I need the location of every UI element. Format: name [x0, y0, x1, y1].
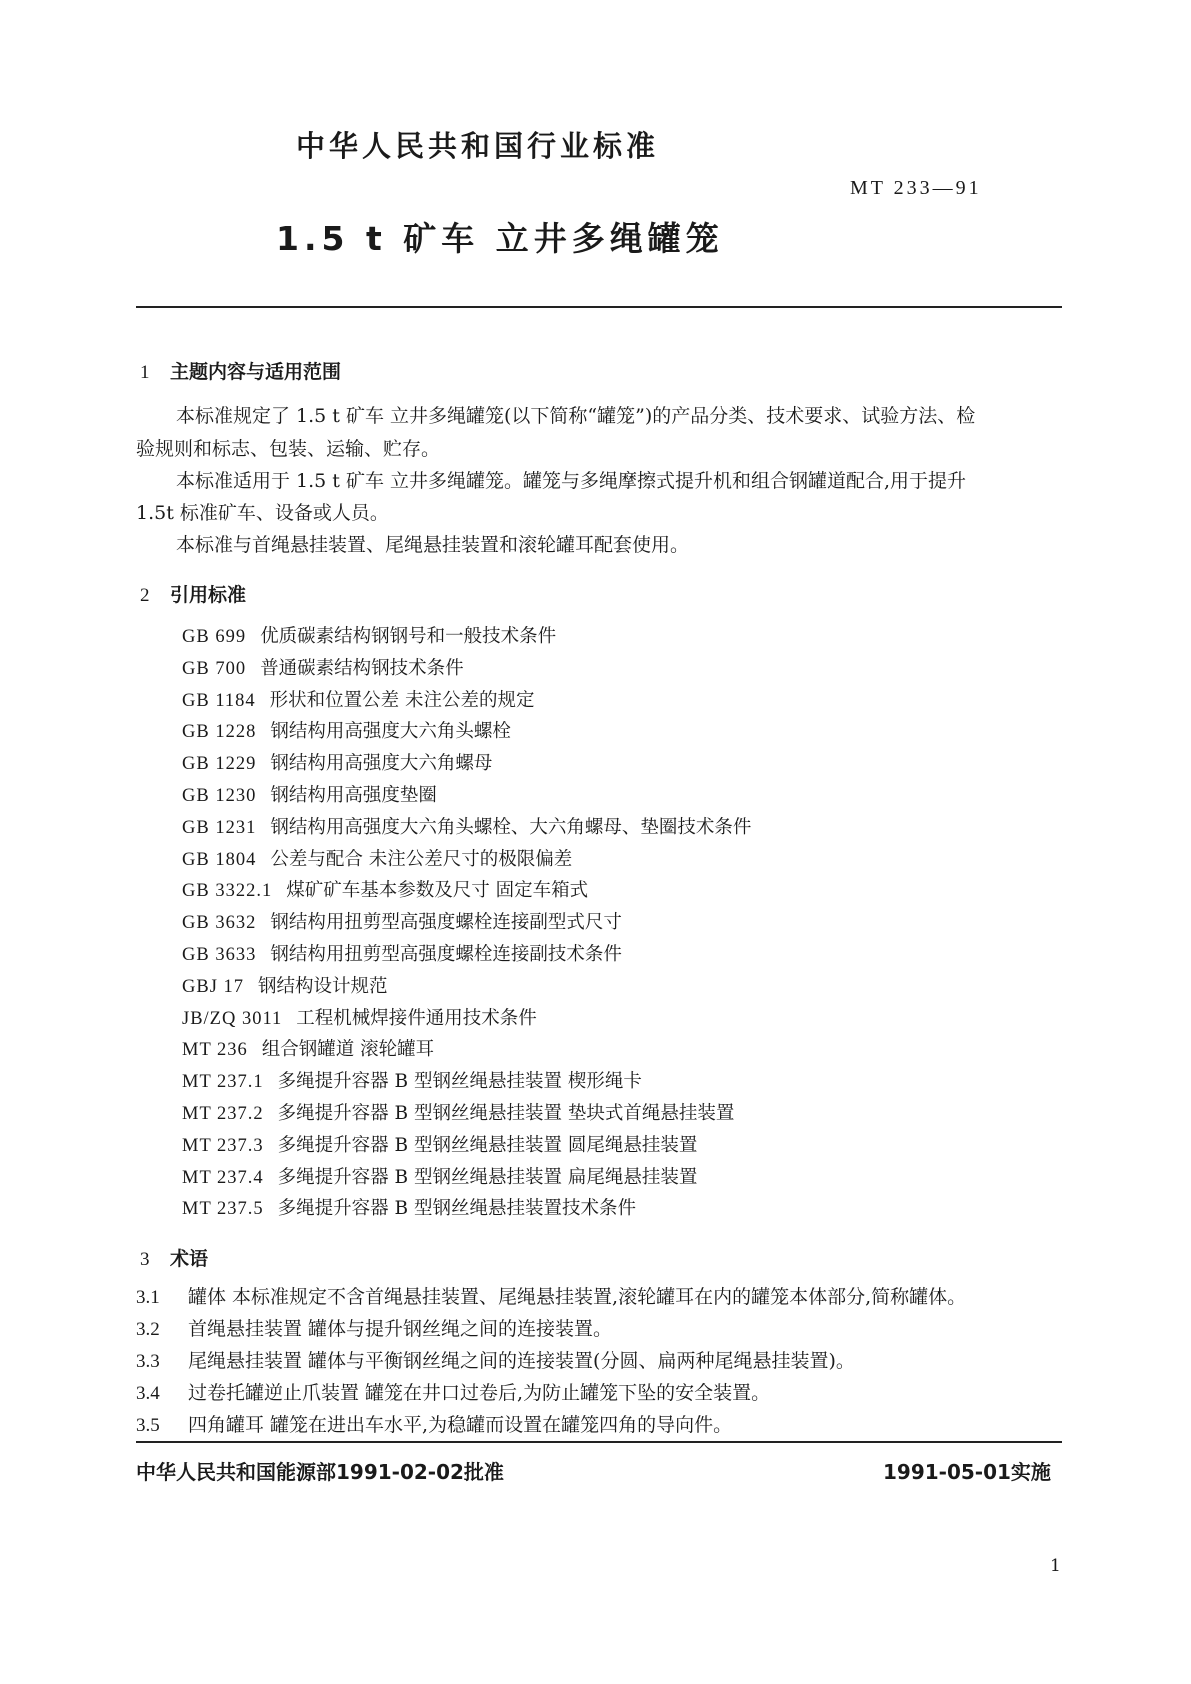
term-item [136, 1410, 732, 1437]
reference-item [182, 749, 492, 775]
term-definition: 罐体 本标准规定不含首绳悬挂装置、尾绳悬挂装置,滚轮罐耳在内的罐笼本体部分,简称罐体。 [188, 1286, 967, 1308]
reference-code: GB 1228 [182, 722, 257, 743]
paragraph-line: 本标准规定了 1.5 t 矿车 立井多绳罐笼(以下简称“罐笼”)的产品分类、技术要求、试验方法、检 [176, 405, 976, 427]
reference-title: 煤矿矿车基本参数及尺寸 固定车箱式 [286, 880, 589, 902]
standard-code: MT 233—91 [850, 177, 982, 199]
page-number: 1 [1050, 1556, 1061, 1576]
term-definition: 尾绳悬挂装置 罐体与平衡钢丝绳之间的连接装置(分圆、扁两种尾绳悬挂装置)。 [188, 1350, 855, 1372]
reference-item [182, 876, 588, 902]
reference-item [182, 1004, 537, 1030]
paragraph-line: 本标准与首绳悬挂装置、尾绳悬挂装置和滚轮罐耳配套使用。 [176, 534, 690, 556]
reference-item [182, 1194, 636, 1220]
approval-note: 中华人民共和国能源部1991-02-02批准 [136, 1460, 504, 1484]
reference-item [182, 686, 535, 712]
section-title: 主题内容与适用范围 [170, 361, 342, 383]
section-title: 术语 [170, 1248, 209, 1270]
reference-code: GB 3632 [182, 913, 257, 934]
reference-item [182, 813, 751, 839]
header-rule [136, 306, 1062, 308]
paragraph-line: 验规则和标志、包装、运输、贮存。 [136, 438, 441, 460]
term-item [136, 1378, 770, 1405]
term-number: 3.4 [136, 1383, 160, 1404]
reference-title: 多绳提升容器 B 型钢丝绳悬挂装置 扁尾绳悬挂装置 [277, 1166, 698, 1188]
reference-code: GB 1229 [182, 754, 257, 775]
reference-code: GB 700 [182, 658, 247, 679]
reference-title: 公差与配合 未注公差尺寸的极限偏差 [270, 848, 573, 870]
standard-header-title: 中华人民共和国行业标准 [296, 129, 660, 163]
reference-code: GB 1184 [182, 690, 256, 711]
reference-title: 钢结构用高强度垫圈 [270, 785, 437, 806]
reference-code: GB 699 [182, 627, 247, 647]
reference-title: 多绳提升容器 B 型钢丝绳悬挂装置 楔形绳卡 [277, 1071, 642, 1093]
term-number: 3.5 [136, 1415, 160, 1436]
section-2-heading [140, 580, 246, 607]
implementation-date: 1991-05-01实施 [883, 1460, 1051, 1484]
term-item [136, 1346, 855, 1373]
term-definition: 首绳悬挂装置 罐体与提升钢丝绳之间的连接装置。 [188, 1318, 613, 1340]
reference-code: GB 1231 [182, 817, 257, 838]
reference-title: 钢结构用扭剪型高强度螺栓连接副技术条件 [270, 944, 622, 965]
reference-item [182, 845, 572, 871]
reference-item [182, 1131, 697, 1157]
document-title: 1.5 t 矿车 立井多绳罐笼 [276, 219, 724, 258]
reference-code: MT 236 [182, 1040, 248, 1061]
reference-item [182, 781, 437, 807]
term-number: 3.1 [136, 1287, 160, 1308]
term-number: 3.3 [136, 1351, 160, 1372]
reference-title: 形状和位置公差 未注公差的规定 [269, 689, 535, 711]
reference-title: 多绳提升容器 B 型钢丝绳悬挂装置 圆尾绳悬挂装置 [277, 1134, 698, 1156]
reference-title: 多绳提升容器 B 型钢丝绳悬挂装置 垫块式首绳悬挂装置 [277, 1103, 735, 1124]
section-3-heading [140, 1244, 208, 1271]
paragraph-line: 本标准适用于 1.5 t 矿车 立井多绳罐笼。罐笼与多绳摩擦式提升机和组合钢罐道配合,用于提升 [176, 470, 967, 492]
term-number: 3.2 [136, 1319, 160, 1340]
reference-item [182, 972, 388, 998]
reference-code: GB 3322.1 [182, 881, 273, 902]
reference-item [182, 1163, 697, 1189]
section-number: 2 [140, 585, 150, 606]
reference-item [182, 622, 556, 648]
reference-title: 普通碳素结构钢技术条件 [260, 657, 464, 679]
footer-rule [136, 1441, 1062, 1443]
section-1-heading [140, 357, 341, 384]
section-number: 1 [140, 362, 150, 383]
reference-title: 多绳提升容器 B 型钢丝绳悬挂装置技术条件 [277, 1198, 637, 1220]
reference-title: 钢结构用高强度大六角头螺栓、大六角螺母、垫圈技术条件 [270, 816, 752, 838]
reference-title: 优质碳素结构钢钢号和一般技术条件 [260, 626, 557, 647]
reference-title: 钢结构用扭剪型高强度螺栓连接副型式尺寸 [270, 912, 622, 934]
term-definition: 过卷托罐逆止爪装置 罐笼在井口过卷后,为防止罐笼下坠的安全装置。 [188, 1382, 771, 1404]
reference-code: MT 237.2 [182, 1104, 264, 1124]
reference-item [182, 1067, 642, 1093]
reference-item [182, 1099, 734, 1125]
reference-title: 钢结构用高强度大六角螺母 [270, 753, 493, 775]
reference-code: GBJ 17 [182, 976, 245, 997]
section-number: 3 [140, 1249, 150, 1270]
reference-code: MT 237.4 [182, 1167, 264, 1188]
reference-code: GB 3633 [182, 945, 257, 965]
reference-code: MT 237.5 [182, 1199, 264, 1220]
reference-title: 钢结构用高强度大六角头螺栓 [270, 721, 511, 743]
section-title: 引用标准 [170, 584, 247, 606]
reference-code: MT 237.3 [182, 1135, 264, 1156]
reference-item [182, 717, 511, 743]
reference-code: GB 1230 [182, 786, 257, 806]
reference-item [182, 1035, 434, 1061]
term-item [136, 1314, 612, 1341]
reference-title: 钢结构设计规范 [258, 975, 388, 997]
reference-item [182, 940, 622, 966]
paragraph-line: 1.5t 标准矿车、设备或人员。 [136, 502, 389, 524]
reference-item [182, 908, 622, 934]
reference-code: JB/ZQ 3011 [182, 1008, 283, 1029]
reference-code: MT 237.1 [182, 1072, 264, 1093]
term-definition: 四角罐耳 罐笼在进出车水平,为稳罐而设置在罐笼四角的导向件。 [188, 1414, 733, 1436]
reference-item [182, 654, 464, 680]
reference-title: 工程机械焊接件通用技术条件 [296, 1007, 537, 1029]
reference-title: 组合钢罐道 滚轮罐耳 [261, 1039, 435, 1061]
term-item [136, 1282, 966, 1309]
reference-code: GB 1804 [182, 849, 257, 870]
